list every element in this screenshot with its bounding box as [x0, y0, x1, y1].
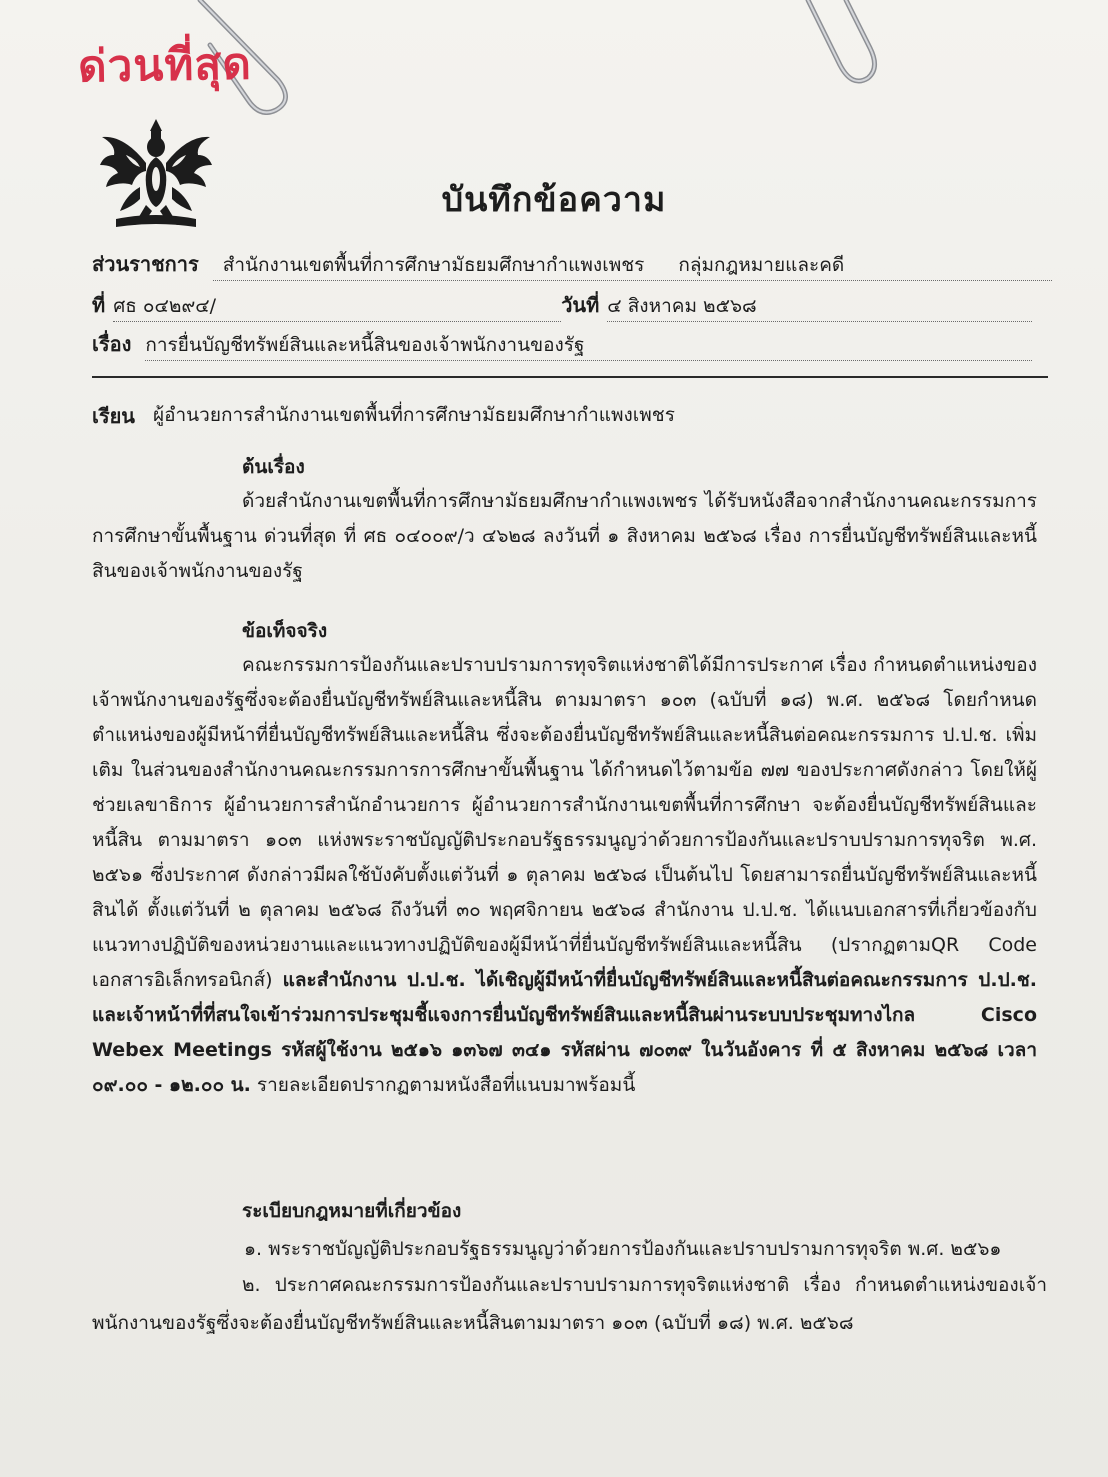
facts-text-2: และสำนักงาน ป.ป.ช. ได้เชิญผู้มีหน้าที่ยื่นบัญชีทรัพย์สินและหนี้สินต่อคณะกรรมการ ป.ป.ช. และเจ้าหน้าที่ที่สนใจเข้าร่วมการประชุมชี้แจงการยื่นบัญชีทรัพย์สินและหนี้สินผ่านระบบประชุมทางไกล Cisco Webex Meetings รหัสผู้ใช้งาน ๒๕๑๖ ๑๓๖๗ ๓๔๑ รหัสผ่าน ๗๐๓๙ ในวันอังคาร ที่ ๕ สิงหาคม ๒๕๖๘ เวลา ๐๙.๐๐ - ๑๒.๐๐ น.: [92, 969, 1037, 1096]
facts-heading: ข้อเท็จจริง: [242, 620, 328, 642]
reference-label: ที่: [92, 293, 106, 317]
law-heading: ระเบียบกฎหมายที่เกี่ยวข้อง: [242, 1200, 462, 1222]
reference-value: ศธ ๐๔๒๙๔/: [113, 291, 561, 322]
date-label: วันที่: [561, 293, 600, 317]
salutation-value: ผู้อำนวยการสำนักงานเขตพื้นที่การศึกษามัธยมศึกษากำแพงเพชร: [152, 404, 675, 426]
salutation: [92, 400, 675, 432]
agency-label: ส่วนราชการ: [92, 252, 199, 276]
subject-value: การยื่นบัญชีทรัพย์สินและหนี้สินของเจ้าพนักงานของรัฐ: [145, 330, 1032, 361]
origin-heading: ต้นเรื่อง: [242, 456, 305, 478]
reference-line: [92, 289, 1032, 322]
memo-title: บันทึกข้อความ: [441, 180, 667, 220]
facts-text-3: รายละเอียดปรากฏตามหนังสือที่แนบมาพร้อมนี้: [250, 1074, 636, 1096]
paper-clip-icon: [800, 0, 885, 90]
agency-line: [92, 248, 1052, 281]
law-item-2: ๒. ประกาศคณะกรรมการป้องกันและปราบปรามการทุจริตแห่งชาติ เรื่อง กำหนดตำแหน่งของเจ้าพนักงานของรัฐซึ่งจะต้องยื่นบัญชีทรัพย์สินและหนี้สินตามมาตรา ๑๐๓ (ฉบับที่ ๑๘) พ.ศ. ๒๕๖๘: [92, 1274, 1047, 1334]
header-divider: [92, 376, 1048, 378]
date-value: ๔ สิงหาคม ๒๕๖๘: [607, 291, 1032, 322]
subject-line: [92, 328, 1032, 361]
origin-text: ด้วยสำนักงานเขตพื้นที่การศึกษามัธยมศึกษากำแพงเพชร ได้รับหนังสือจากสำนักงานคณะกรรมการการศึกษาขั้นพื้นฐาน ด่วนที่สุด ที่ ศธ ๐๔๐๐๙/ว ๔๖๒๘ ลงวันที่ ๑ สิงหาคม ๒๕๖๘ เรื่อง การยื่นบัญชีทรัพย์สินและหนี้สินของเจ้าพนักงานของรัฐ: [92, 490, 1037, 582]
facts-text: [92, 648, 1037, 1103]
salutation-label: เรียน: [92, 404, 135, 428]
subject-label: เรื่อง: [92, 332, 132, 356]
agency-group: กลุ่มกฎหมายและคดี: [678, 254, 845, 276]
law-item-1: ๑. พระราชบัญญัติประกอบรัฐธรรมนูญว่าด้วยการป้องกันและปราบปรามการทุจริต พ.ศ. ๒๕๖๑: [244, 1238, 1002, 1260]
urgent-stamp: ด่วนที่สุด: [77, 38, 253, 93]
facts-text-1: คณะกรรมการป้องกันและปราบปรามการทุจริตแห่งชาติได้มีการประกาศ เรื่อง กำหนดตำแหน่งของเจ้าพนักงานของรัฐซึ่งจะต้องยื่นบัญชีทรัพย์สินและหนี้สิน ตามมาตรา ๑๐๓ (ฉบับที่ ๑๘) พ.ศ. ๒๕๖๘ โดยกำหนดตำแหน่งของผู้มีหน้าที่ยื่นบัญชีทรัพย์สินและหนี้สิน ซึ่งจะต้องยื่นบัญชีทรัพย์สินและหนี้สินต่อคณะกรรมการ ป.ป.ช. เพิ่มเติม ในส่วนของสำนักงานคณะกรรมการการศึกษาขั้นพื้นฐาน ได้กำหนดไว้ตามข้อ ๗๗ ของประกาศดังกล่าว โดยให้ผู้ช่วยเลขาธิการ ผู้อำนวยการสำนักอำนวยการ ผู้อำนวยการสำนักงานเขตพื้นที่การศึกษา จะต้องยื่นบัญชีทรัพย์สินและหนี้สิน ตามมาตรา ๑๐๓ แห่งพระราชบัญญัติประกอบรัฐธรรมนูญว่าด้วยการป้องกันและปราบปรามการทุจริต พ.ศ. ๒๕๖๑ ซึ่งประกาศ ดังกล่าวมีผลใช้บังคับตั้งแต่วันที่ ๑ ตุลาคม ๒๕๖๘ เป็นต้นไป โดยสามารถยื่นบัญชีทรัพย์สินและหนี้สินได้ ตั้งแต่วันที่ ๒ ตุลาคม ๒๕๖๘ ถึงวันที่ ๓๐ พฤศจิกายน ๒๕๖๘ สำนักงาน ป.ป.ช. ได้แนบเอกสารที่เกี่ยวข้องกับแนวทางปฏิบัติของหน่วยงานและแนวทางปฏิบัติของผู้มีหน้าที่ยื่นบัญชีทรัพย์สินและหนี้สิน (ปรากฏตามQR Code เอกสารอิเล็กทรอนิกส์): [92, 654, 1037, 991]
agency-value-line: [213, 250, 1052, 281]
agency-value: สำนักงานเขตพื้นที่การศึกษามัธยมศึกษากำแพงเพชร: [222, 254, 645, 276]
